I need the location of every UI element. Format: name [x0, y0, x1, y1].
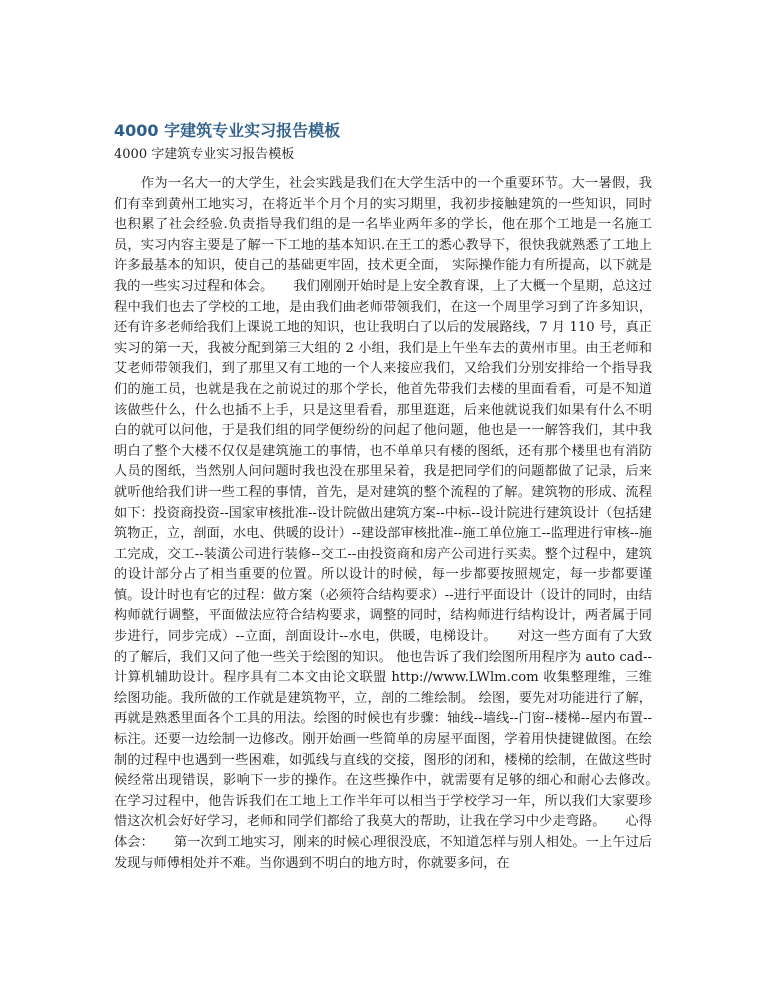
document-page [114, 118, 679, 874]
document-subtitle: 4000 字建筑专业实习报告模板 [114, 147, 295, 162]
document-body: 作为一名大一的大学生，社会实践是我们在大学生活中的一个重要环节。大一暑假，我们有幸到黄州工地实习，在将近半个月个月的实习期里，我初步接触建筑的一些知识，同时也积累了社会经验.负责指导我们组的是一名毕业两年多的学长，他在那个工地是一名施工员，实习内容主要是了解一下工地的基本知识.在王工的悉心教导下，很快我就熟悉了工地上许多最基本的知识，使自己的基础更牢固，技术更全面， 实际操作能力有所提高，以下就是我的一些实习过程和体会。 我们刚刚开始时是上安全教育课，上了大概一个星期，总这过程中我们也去了学校的工地，是由我们曲老师带领我们，在这一个周里学习到了许多知识，还有许多老师给我们上课说工地的知识，也让我明白了以后的发展路线，7 月 110 号，真正实习的第一天，我被分配到第三大组的 2 小组，我们是上午坐车去的黄州市里。由王老师和艾老师带领我们，到了那里又有工地的一个人来接应我们，又给我们分别安排给一个指导我们的施工员，也就是我在之前说过的那个学长，他首先带我们去楼的里面看看，可是不知道该做些什么，什么也插不上手，只是这里看看，那里逛逛，后来他就说我们如果有什么不明白的就可以问他，于是我们组的同学便纷纷的问起了他问题，他也是一一解答我们，其中我明白了整个大楼不仅仅是建筑施工的事情，也不单单只有楼的图纸，还有那个楼里也有消防人员的图纸，当然别人问问题时我也没在那里呆着，我是把同学们的问题都做了记录，后来就听他给我们讲一些工程的事情，首先，是对建筑的整个流程的了解。建筑物的形成、流程如下：投资商投资--国家审核批准--设计院做出建筑方案--中标--设计院进行建筑设计（包括建筑物正，立，剖面，水电、供暖的设计）--建设部审核批准--施工单位施工--监理进行审核--施工完成，交工--装潢公司进行装修--交工--由投资商和房产公司进行买卖。整个过程中，建筑的设计部分占了相当重要的位置。所以设计的时候，每一步都要按照规定，每一步都要谨慎。设计时也有它的过程：做方案（必须符合结构要求）--进行平面设计（设计的同时，由结构师就行调整，平面做法应符合结构要求，调整的同时，结构师进行结构设计，两者属于同步进行，同步完成）--立面，剖面设计--水电，供暖，电梯设计。 对这一些方面有了大致的了解后，我们又问了他一些关于绘图的知识。 他也告诉了我们绘图所用程序为 auto cad--计算机辅助设计。程序具有二本文由论文联盟 http://www.LWlm.com 收集整理维，三维绘图功能。我所做的工作就是建筑物平，立，剖的二维绘制。 绘图，要先对功能进行了解，再就是熟悉里面各个工具的用法。绘图的时候也有步骤：轴线--墙线--门窗--楼梯--屋内布置--标注。还要一边绘制一边修改。刚开始画一些简单的房屋平面图，学着用快捷键做图。在绘制的过程中也遇到一些困难，如弧线与直线的交接，图形的闭和，楼梯的绘制，在做这些时候经常出现错误，影响下一步的操作。在这些操作中，就需要有足够的细心和耐心去修改。 在学习过程中，他告诉我们在工地上工作半年可以相当于学校学习一年，所以我们大家要珍惜这次机会好好学习，老师和同学们都给了我莫大的帮助，让我在学习中少走弯路。 心得体会： 第一次到工地实习，刚来的时候心理很没底，不知道怎样与别人相处。一上午过后发现与师傅相处并不难。当你遇到不明白的地方时，你就要多问，在 [114, 176, 679, 871]
document-title: 4000 字建筑专业实习报告模板 [114, 121, 341, 140]
